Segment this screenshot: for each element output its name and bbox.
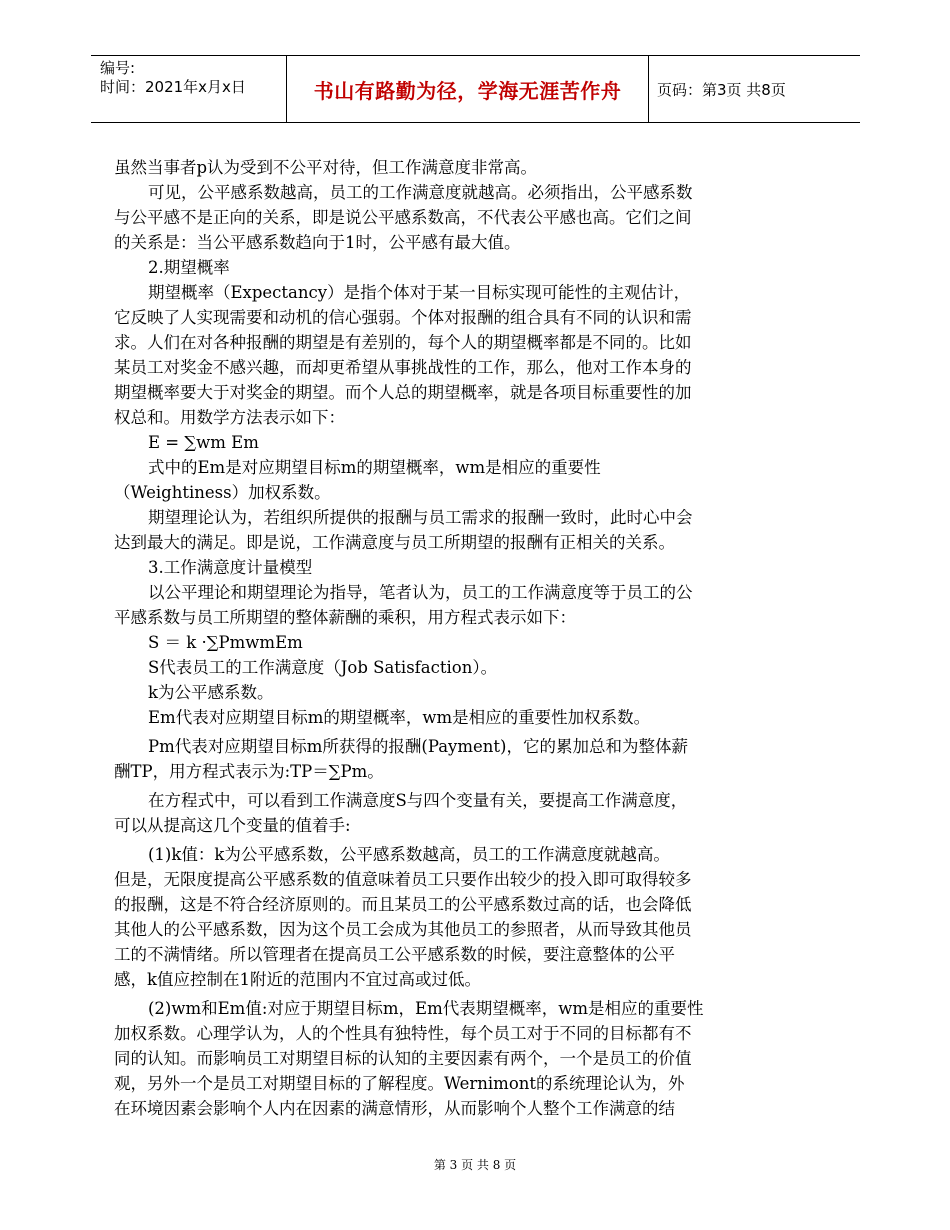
body-line: 与公平感不是正向的关系，即是说公平感系数高，不代表公平感也高。它们之间: [114, 208, 692, 227]
body-line: 酬TP，用方程式表示为:TP＝∑Pm。: [114, 762, 384, 781]
body-line: 虽然当事者p认为受到不公平对待，但工作满意度非常高。: [114, 158, 538, 177]
header-divider: [648, 56, 649, 122]
body-line: 工的不满情绪。所以管理者在提高员工公平感系数的时候，要注意整体的公平: [114, 945, 675, 964]
body-line: (1)k值：k为公平感系数，公平感系数越高，员工的工作满意度就越高。: [148, 845, 670, 864]
body-line: 期望概率要大于对奖金的期望。而个人总的期望概率，就是各项目标重要性的加: [114, 383, 692, 402]
body-line: 同的认知。而影响员工对期望目标的认知的主要因素有两个，一个是员工的价值: [114, 1049, 692, 1068]
page-footer: 第 3 页 共 8 页: [433, 1158, 517, 1172]
document-time-label: 时间：2021年x月x日: [100, 78, 246, 96]
body-line: 的关系是：当公平感系数趋向于1时，公平感有最大值。: [114, 233, 521, 252]
body-line: Em代表对应期望目标m的期望概率，wm是相应的重要性加权系数。: [148, 708, 651, 727]
section-heading: 2.期望概率: [148, 258, 230, 277]
body-line: 感，k值应控制在1附近的范围内不宜过高或过低。: [114, 970, 481, 989]
body-line: 在方程式中，可以看到工作满意度S与四个变量有关，要提高工作满意度，: [148, 791, 688, 810]
body-line: 但是，无限度提高公平感系数的值意味着员工只要作出较少的投入即可取得较多: [114, 870, 692, 889]
body-line: 期望理论认为，若组织所提供的报酬与员工需求的报酬一致时，此时心中会: [148, 508, 693, 527]
body-line: 式中的Em是对应期望目标m的期望概率，wm是相应的重要性: [148, 458, 601, 477]
body-line: 在环境因素会影响个人内在因素的满意情形，从而影响个人整个工作满意的结: [114, 1099, 675, 1118]
document-number-label: 编号:: [100, 59, 136, 77]
body-line: 平感系数与员工所期望的整体薪酬的乘积，用方程式表示如下：: [114, 608, 576, 627]
body-line: (2)wm和Em值:对应于期望目标m，Em代表期望概率，wm是相应的重要性: [148, 999, 704, 1018]
body-line: k为公平感系数。: [148, 683, 274, 702]
body-line: 观，另外一个是员工对期望目标的了解程度。Wernimont的系统理论认为，外: [114, 1074, 685, 1093]
body-line: 其他人的公平感系数，因为这个员工会成为其他员工的参照者，从而导致其他员: [114, 920, 692, 939]
body-line: 某员工对奖金不感兴趣，而却更希望从事挑战性的工作，那么，他对工作本身的: [114, 358, 692, 377]
formula-line: E = ∑wm Em: [148, 433, 259, 452]
body-line: Pm代表对应期望目标m所获得的报酬(Payment)，它的累加总和为整体薪: [148, 737, 688, 756]
header-left-cell: [100, 59, 246, 97]
document-body: [114, 155, 766, 1121]
body-line: 可见，公平感系数越高，员工的工作满意度就越高。必须指出，公平感系数: [148, 183, 693, 202]
body-line: 加权系数。心理学认为，人的个性具有独特性，每个员工对于不同的目标都有不: [114, 1024, 692, 1043]
body-line: 的报酬，这是不符合经济原则的。而且某员工的公平感系数过高的话，也会降低: [114, 895, 692, 914]
formula-line: S ＝ k ·∑PmwmEm: [148, 633, 303, 652]
body-line: 权总和。用数学方法表示如下：: [114, 408, 345, 427]
body-line: 可以从提高这几个变量的值着手:: [114, 816, 351, 835]
body-line: （Weightiness）加权系数。: [114, 483, 331, 502]
section-heading: 3.工作满意度计量模型: [148, 558, 313, 577]
body-line: 求。人们在对各种报酬的期望是有差别的，每个人的期望概率都是不同的。比如: [114, 333, 692, 352]
body-line: 它反映了人实现需要和动机的信心强弱。个体对报酬的组合具有不同的认识和需: [114, 308, 692, 327]
body-line: 期望概率（Expectancy）是指个体对于某一目标实现可能性的主观估计，: [148, 283, 691, 302]
body-line: 以公平理论和期望理论为指导，笔者认为，员工的工作满意度等于员工的公: [148, 583, 693, 602]
body-line: S代表员工的工作满意度（Job Satisfaction）。: [148, 658, 498, 677]
body-line: 达到最大的满足。即是说，工作满意度与员工所期望的报酬有正相关的关系。: [114, 533, 675, 552]
header-page-info: 页码：第3页 共8页: [657, 80, 786, 99]
page-header: [91, 55, 860, 123]
header-motto: 书山有路勤为径，学海无涯苦作舟: [313, 78, 622, 103]
